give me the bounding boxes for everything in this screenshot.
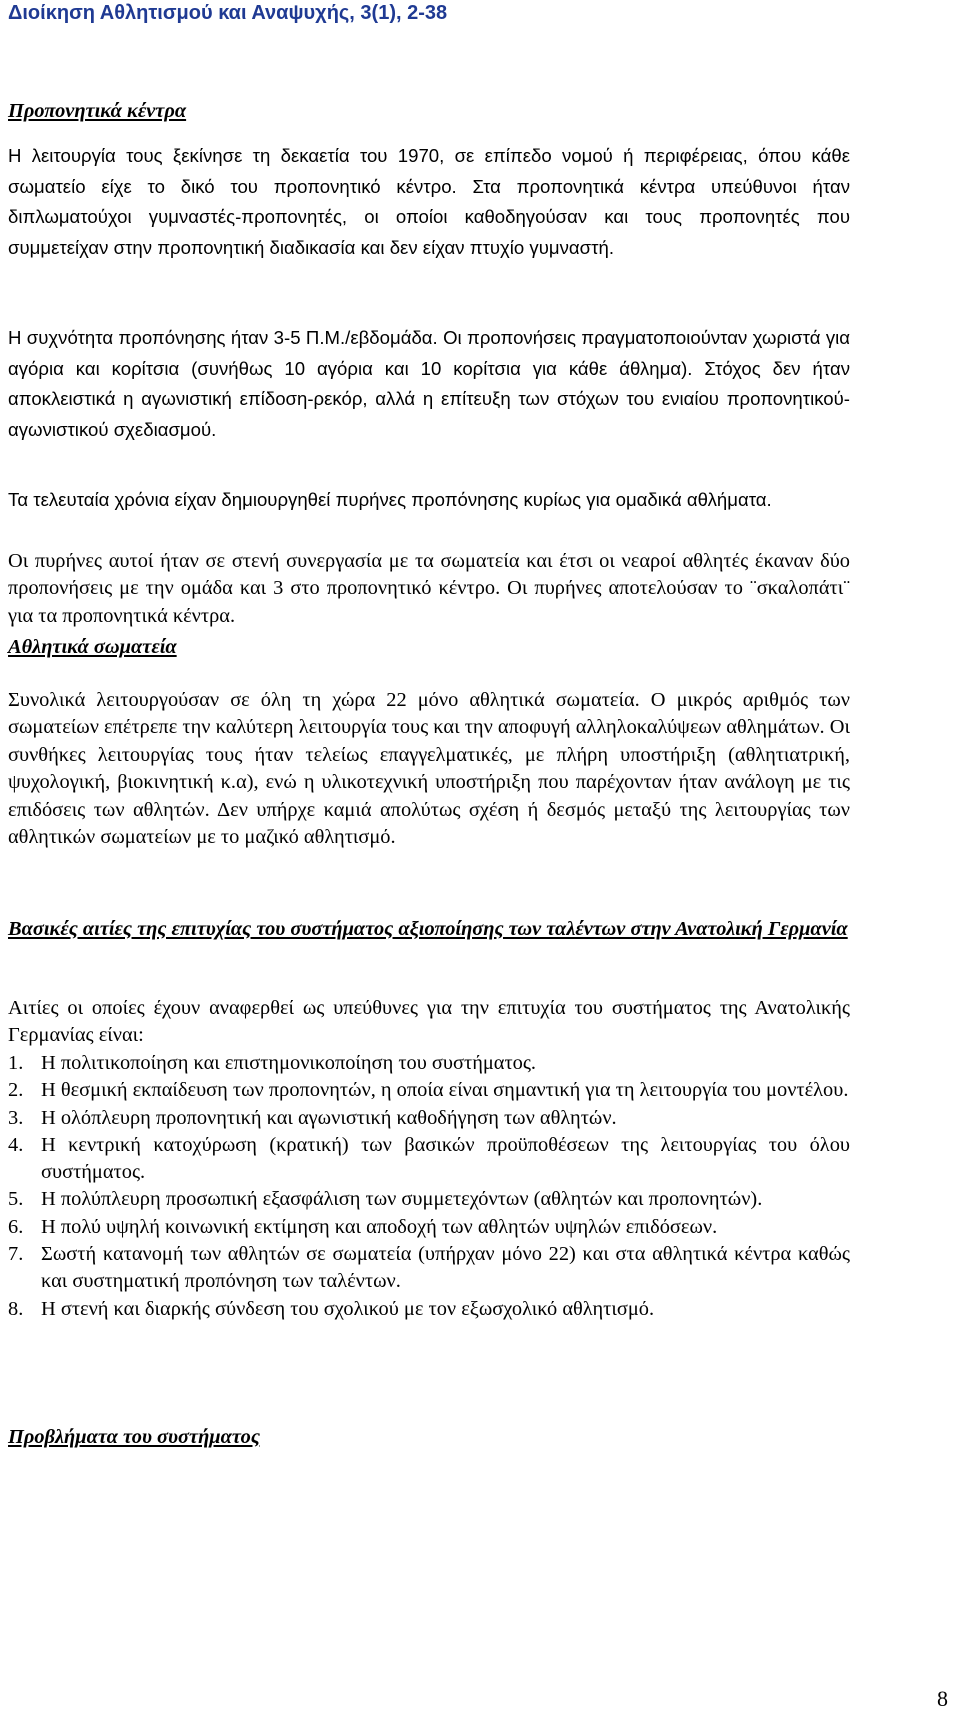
section-heading-success-factors: Βασικές αιτίες της επιτυχίας του συστήματος αξιοποίησης των ταλέντων στην Ανατολική Γερμανία xyxy=(8,918,848,940)
list-item: 4. Η κεντρική κατοχύρωση (κρατική) των βασικών προϋποθέσεων της λειτουργίας του όλου συστήματος. xyxy=(8,1133,850,1184)
section-heading-sports-clubs: Αθλητικά σωματεία xyxy=(8,636,177,658)
paragraph-training-centers-3b: Οι πυρήνες αυτοί ήταν σε στενή συνεργασία με τα σωματεία και έτσι οι νεαροί αθλητές έκαναν δύο προπονήσεις με την ομάδα και 3 στο προπονητικό κέντρο. Οι πυρήνες αποτελούσαν το ¨σκαλοπάτι¨ για τα προπονητικά κέντρα. xyxy=(8,550,850,627)
section-heading-problems: Προβλήματα του συστήματος xyxy=(8,1426,260,1448)
paragraph-success-intro: Αιτίες οι οποίες έχουν αναφερθεί ως υπεύθυνες για την επιτυχία του συστήματος της Ανατολικής Γερμανίας είναι: xyxy=(8,997,850,1047)
list-item: 2. Η θεσμική εκπαίδευση των προπονητών, η οποία είναι σημαντική για τη λειτουργία του μοντέλου. xyxy=(8,1079,849,1102)
list-item: 8. Η στενή και διαρκής σύνδεση του σχολικού με τον εξωσχολικό αθλητισμό. xyxy=(8,1297,655,1320)
paragraph-training-centers-1: Η λειτουργία τους ξεκίνησε τη δεκαετία του 1970, σε επίπεδο νομού ή περιφέρειας, όπου κάθε σωματείο είχε το δικό του προπονητικό κέντρο. Στα προπονητικά κέντρα υπεύθυνοι ήταν διπλωματούχοι γυμναστές-προπονητές, οι οποίοι καθοδηγούσαν και τους προπονητές που συμμετείχαν στην προπονητική διαδικασία και δεν είχαν πτυχίο γυμναστή. xyxy=(8,145,850,258)
page-number: 8 xyxy=(937,1686,948,1711)
paragraph-training-centers-2: Η συχνότητα προπόνησης ήταν 3-5 Π.Μ./εβδομάδα. Οι προπονήσεις πραγματοποιούνταν χωριστά για αγόρια και κορίτσια (συνήθως 10 αγόρια και 10 κορίτσια για κάθε άθλημα). Στόχος δεν ήταν αποκλειστικά η αγωνιστική επίδοση-ρεκόρ, αλλά η επίτευξη των στόχων του ενιαίου προπονητικού-αγωνιστικού σχεδιασμού. xyxy=(8,327,850,440)
list-item: 3. Η ολόπλευρη προπονητική και αγωνιστική καθοδήγηση των αθλητών. xyxy=(8,1106,617,1129)
list-item: 5. Η πολύπλευρη προσωπική εξασφάλιση των συμμετεχόντων (αθλητών και προπονητών). xyxy=(8,1188,763,1211)
list-item: 7. Σωστή κατανομή των αθλητών σε σωματεία (υπήρχαν μόνο 22) και στα αθλητικά κέντρα καθώς και συστηματική προπόνηση των ταλέντων. xyxy=(8,1243,850,1293)
paragraph-training-centers-3a: Τα τελευταία χρόνια είχαν δημιουργηθεί πυρήνες προπόνησης κυρίως για ομαδικά αθλήματα. xyxy=(8,489,772,510)
section-heading-training-centers: Προπονητικά κέντρα xyxy=(8,100,187,122)
success-factors-list xyxy=(8,1050,850,1323)
list-item: 6. Η πολύ υψηλή κοινωνική εκτίμηση και αποδοχή των αθλητών υψηλών επιδόσεων. xyxy=(8,1215,718,1238)
paragraph-sports-clubs: Συνολικά λειτουργούσαν σε όλη τη χώρα 22 μόνο αθλητικά σωματεία. Ο μικρός αριθμός των σωματείων επέτρεπε την καλύτερη λειτουργία τους και την αποφυγή αλληλοκαλύψεων αθλημάτων. Οι συνθήκες λειτουργίας τους ήταν τελείως επαγγελματικές, με πλήρη υποστήριξη (αθλητιατρική, ψυχολογική, βιοκινητική κ.α), ενώ η υλικοτεχνική υποστήριξη που παρέχονταν ήταν ανάλογη με τις επιδόσεις των αθλητών. Δεν υπήρχε καμιά απολύτως σχέση ή δεσμός μεταξύ της λειτουργίας των αθλητικών σωματείων με το μαζικό αθλητισμό. xyxy=(8,689,850,849)
list-item: 1. Η πολιτικοποίηση και επιστημονικοποίηση του συστήματος. xyxy=(8,1052,537,1074)
journal-header: Διοίκηση Αθλητισμού και Αναψυχής, 3(1), 2-38 xyxy=(8,2,448,24)
